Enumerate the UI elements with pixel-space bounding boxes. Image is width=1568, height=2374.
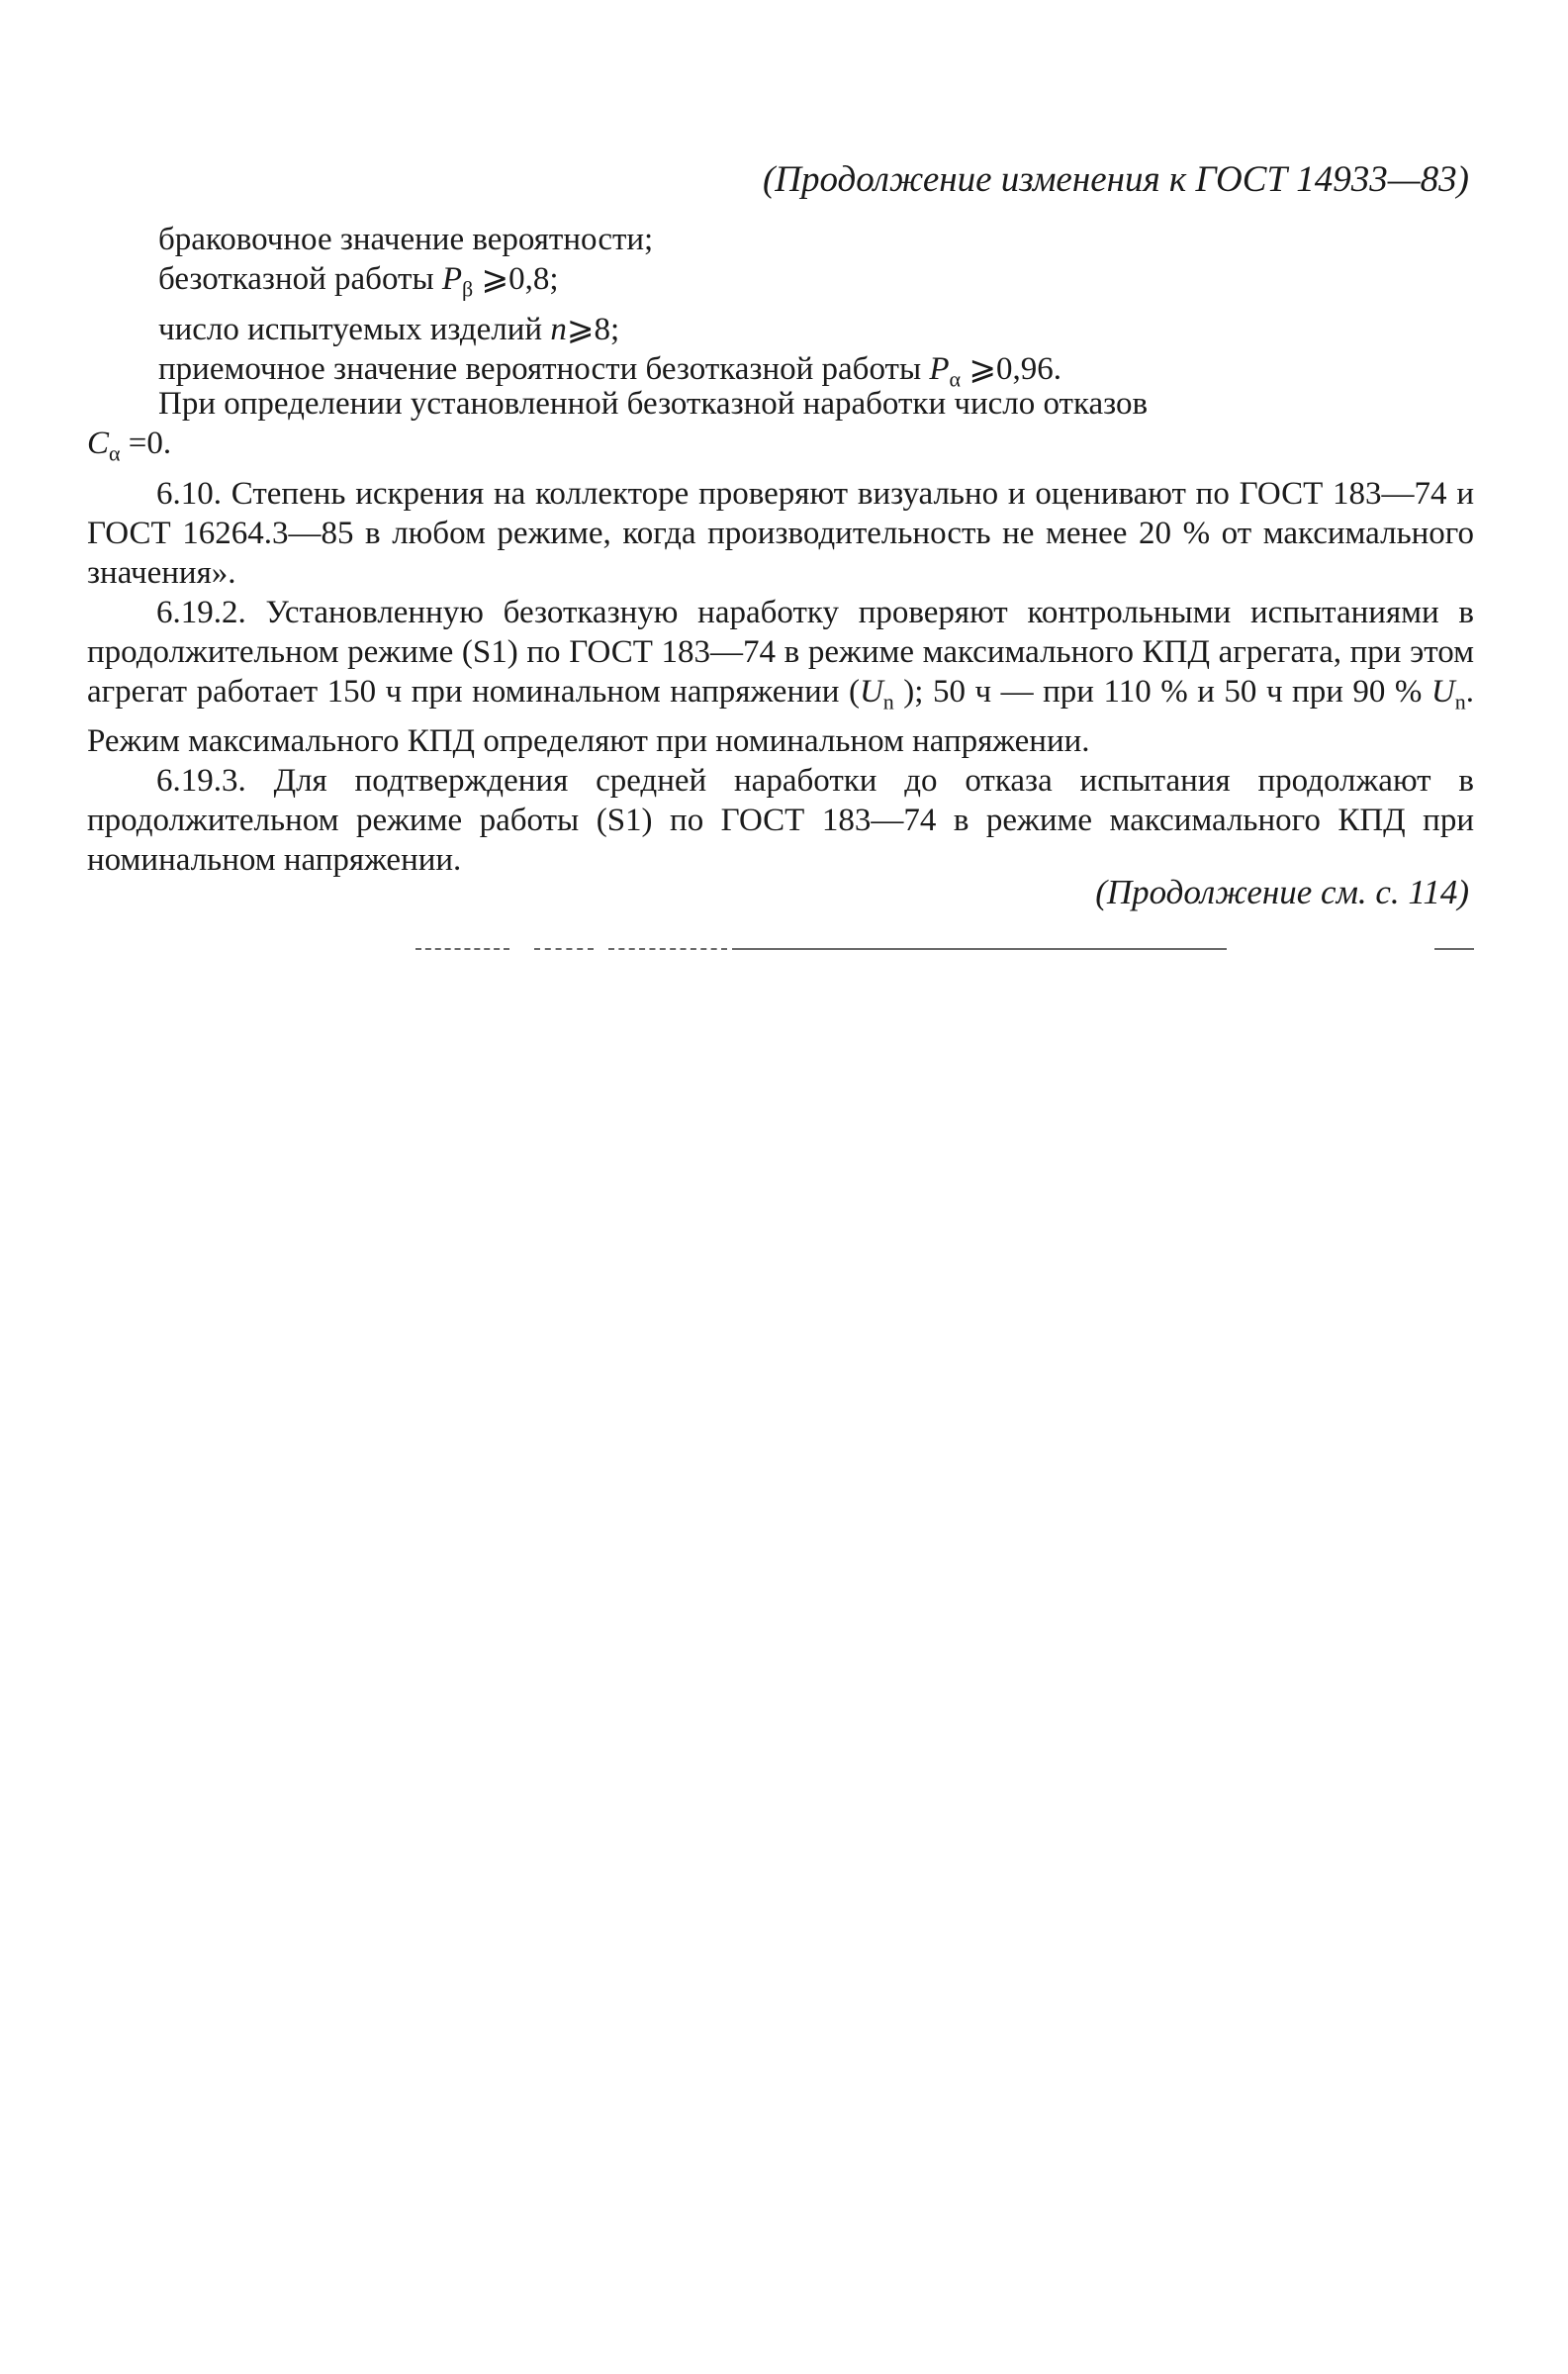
subscript-n: n [1454, 689, 1466, 714]
variable-u: U [1430, 673, 1455, 710]
running-header: (Продолжение изменения к ГОСТ 14933—83) [762, 159, 1469, 200]
variable-u: U [859, 673, 883, 710]
footer-rule [534, 948, 594, 950]
variable-c: C [87, 426, 110, 461]
paragraph-6-19-2: 6.19.2. Установленную безотказную наработку проверяют контрольными испытаниями в продолжительном режиме (S1) по ГОСТ 183—74 в режиме максимального КПД агрегата, при этом агрегат работает 150 ч при номинальном напряжении ($U_n$ ); 50 ч — при 110 % и 50 ч при 90 % $U_n$. Режим максимального КПД определяют при номинальном напряжении. [87, 594, 1475, 760]
criteria-list [158, 220, 1474, 399]
footer-rule [415, 948, 509, 950]
variable-n: n [550, 311, 567, 347]
criteria-line-sample-size: число испытуемых изделий n⩾8; [158, 311, 620, 347]
criteria-line-accept: приемочное значение вероятности безотказной работы $P_\alpha$ ⩾0,96. [158, 350, 1061, 392]
subscript-alpha: α [109, 440, 121, 466]
subscript-alpha: α [949, 366, 962, 392]
paragraph-6-10: 6.10. Степень искрения на коллекторе проверяют визуально и оценивают по ГОСТ 183—74 и ГОСТ 16264.3—85 в любом режиме, когда производительность не менее 20 % от максимального значения». [87, 475, 1474, 591]
footer-rule [732, 948, 1227, 950]
variable-p: P [441, 261, 463, 297]
footer-rule [1434, 948, 1474, 950]
document-body [87, 384, 1474, 880]
variable-p: P [929, 350, 950, 387]
footer-rule [608, 948, 727, 950]
criteria-line-reject: браковочное значение вероятности; [158, 222, 654, 257]
subscript-beta: β [462, 276, 474, 302]
paragraph-failures: При определении установленной безотказной наработки число отказов $C_\alpha =0$. [87, 386, 1149, 466]
criteria-line-reliability-beta: безотказной работы $P_\beta$ ⩾0,8; [158, 261, 559, 302]
paragraph-6-19-3: 6.19.3. Для подтверждения средней наработки до отказа испытания продолжают в продолжительном режиме работы (S1) по ГОСТ 183—74 в режиме максимального КПД при номинальном напряжении. [87, 763, 1474, 879]
subscript-n: n [882, 689, 894, 714]
continuation-note: (Продолжение см. с. 114) [1095, 873, 1469, 911]
